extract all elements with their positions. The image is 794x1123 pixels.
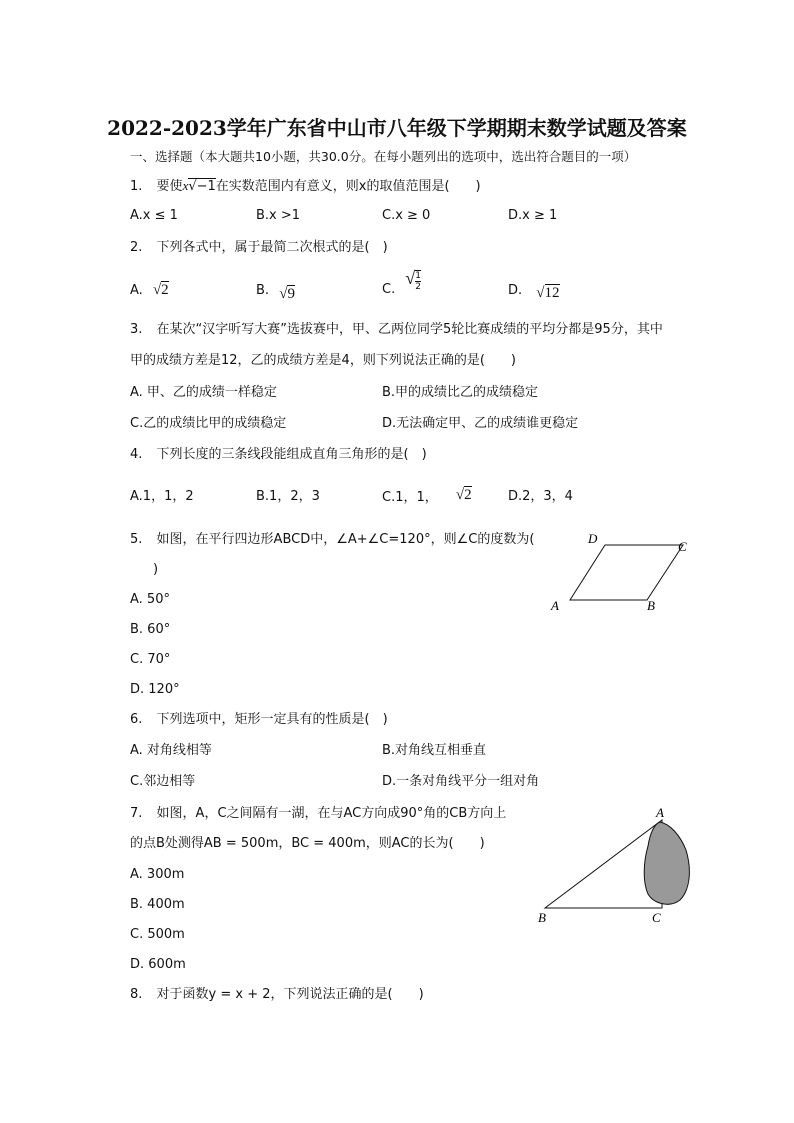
q1-pre: 要使: [156, 179, 183, 194]
parallelogram-shape: [570, 545, 683, 600]
q7-line1: 如图，A，C之间隔有一湖，在与AC方向成90°角的CB方向上: [156, 806, 507, 821]
q5-line2: ): [153, 562, 159, 577]
q4-option-a[interactable]: A.1，1，2: [130, 489, 194, 504]
q2-option-b-label: B.: [256, 283, 270, 298]
q1-post: 在实数范围内有意义，则x的取值范围是( ): [215, 179, 481, 194]
page-title: 2022-2023学年广东省中山市八年级下学期期末数学试题及答案: [107, 116, 687, 140]
q2-number: 2.: [130, 240, 143, 255]
parallelogram-figure: [545, 530, 705, 615]
q2-frac-num: 1: [415, 271, 421, 281]
label-b: B: [538, 910, 546, 925]
q5-option-d[interactable]: D. 120°: [130, 682, 180, 697]
q7-line2: 的点B处测得AB = 500m，BC = 400m，则AC的长为( ): [130, 836, 485, 851]
q2-option-b[interactable]: B. √9: [256, 283, 295, 302]
q4-option-c-radicand: 2: [464, 487, 472, 503]
q4-option-c-text: C.1，1，: [382, 490, 438, 505]
q3-line1: 在某次“汉字听写大赛”选拔赛中，甲、乙两位同学5轮比赛成绩的平均分都是95分，其中: [156, 322, 663, 337]
question-8: [130, 987, 424, 1003]
q1-var: x: [182, 178, 189, 193]
question-2: [130, 240, 388, 256]
q8-text: 对于函数y = x + 2，下列说法正确的是( ): [156, 987, 424, 1002]
q4-option-b[interactable]: B.1，2，3: [256, 489, 320, 504]
q5-option-b[interactable]: B. 60°: [130, 622, 171, 637]
label-a: A: [656, 805, 664, 820]
q7-option-d[interactable]: D. 600m: [130, 957, 186, 972]
q1-number: 1.: [130, 179, 143, 194]
q3-option-c[interactable]: C.乙的成绩比甲的成绩稳定: [130, 416, 287, 431]
q2-radicand-a: 2: [161, 282, 169, 298]
q3-line2: 甲的成绩方差是12，乙的成绩方差是4，则下列说法正确的是( ): [130, 353, 516, 368]
q2-text: 下列各式中，属于最简二次根式的是( ): [156, 240, 388, 255]
q4-option-c[interactable]: C.1，1， √2: [382, 487, 472, 505]
q6-option-a[interactable]: A. 对角线相等: [130, 743, 212, 758]
q7-option-c[interactable]: C. 500m: [130, 927, 185, 942]
label-d: D: [588, 531, 598, 546]
q2-radicand-d: 12: [544, 285, 560, 301]
q6-option-d[interactable]: D.一条对角线平分一组对角: [382, 774, 540, 789]
question-7: [130, 806, 506, 822]
q8-number: 8.: [130, 987, 143, 1002]
q6-option-c[interactable]: C.邻边相等: [130, 774, 196, 789]
q6-number: 6.: [130, 712, 143, 727]
q2-option-a[interactable]: A. √2: [130, 282, 169, 298]
question-4: [130, 447, 427, 463]
q2-option-d-label: D.: [508, 283, 523, 298]
label-c: C: [652, 910, 661, 925]
lake-shape: [644, 822, 689, 904]
question-6: [130, 712, 388, 728]
q3-option-b[interactable]: B.甲的成绩比乙的成绩稳定: [382, 385, 539, 400]
q3-option-a[interactable]: A. 甲、乙的成绩一样稳定: [130, 385, 277, 400]
q2-option-c[interactable]: C. √ $\frac{1}{2}$: [382, 268, 421, 297]
q2-frac-den: 2: [415, 282, 421, 292]
question-1: [130, 178, 481, 195]
q2-radicand-b: 9: [287, 286, 295, 302]
q4-text: 下列长度的三条线段能组成直角三角形的是( ): [156, 447, 427, 462]
q2-option-c-label: C.: [382, 282, 396, 297]
q7-option-b[interactable]: B. 400m: [130, 897, 185, 912]
label-c: C: [678, 539, 687, 554]
q7-number: 7.: [130, 806, 143, 821]
q1-option-a[interactable]: A.x ≤ 1: [130, 208, 178, 223]
lake-triangle-figure: [530, 800, 710, 930]
q3-option-d[interactable]: D.无法确定甲、乙的成绩谁更稳定: [382, 416, 579, 431]
q7-option-a[interactable]: A. 300m: [130, 867, 185, 882]
q5-option-c[interactable]: C. 70°: [130, 652, 171, 667]
q3-number: 3.: [130, 322, 143, 337]
section-heading: 一、选择题（本大题共10小题，共30.0分。在每小题列出的选项中，选出符合题目的一项）: [130, 149, 637, 164]
question-3: [130, 322, 663, 338]
q2-option-d[interactable]: D. √12: [508, 283, 560, 301]
question-5: [130, 532, 534, 548]
q5-line1: 如图，在平行四边形ABCD中，∠A+∠C=120°，则∠C的度数为(: [156, 532, 535, 547]
q1-option-c[interactable]: C.x ≥ 0: [382, 208, 431, 223]
label-b: B: [647, 598, 655, 613]
q1-option-d[interactable]: D.x ≥ 1: [508, 208, 558, 223]
q5-option-a[interactable]: A. 50°: [130, 592, 170, 607]
q4-option-d[interactable]: D.2，3，4: [508, 489, 573, 504]
q2-option-a-label: A.: [130, 283, 143, 298]
q4-number: 4.: [130, 447, 143, 462]
q6-text: 下列选项中，矩形一定具有的性质是( ): [156, 712, 388, 727]
q1-option-b[interactable]: B.x >1: [256, 208, 301, 223]
q5-number: 5.: [130, 532, 143, 547]
label-a: A: [551, 598, 559, 613]
q6-option-b[interactable]: B.对角线互相垂直: [382, 743, 487, 758]
q1-sqrt: √−1: [188, 179, 216, 194]
